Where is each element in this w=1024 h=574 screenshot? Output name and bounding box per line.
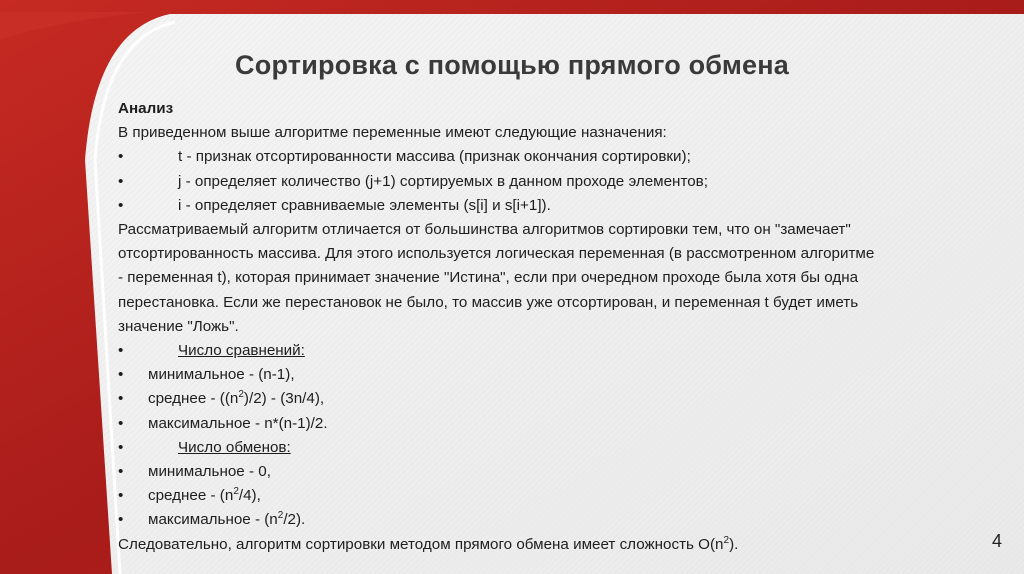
bullet: • [118,342,124,360]
list-item-text: среднее - $(n^2/4)$, [148,486,261,505]
list-item [118,387,998,411]
bullet: • [118,196,124,214]
list-item-text: максимальное - $(n^2/2)$. [148,510,306,529]
list-item-text: максимальное - n*(n-1)/2. [148,414,328,432]
list-item-text: t - признак отсортированности массива (признак окончания сортировки); [178,148,691,166]
exchanges-label: Число обменов: [178,438,291,456]
conclusion-line: Следовательно, алгоритм сортировки методом прямого обмена имеет сложность $O(n^2)$. [118,534,739,553]
exchanges-heading [118,436,998,460]
list-item-text: среднее - $((n^2)/2) - (3n/4)$, [148,389,325,408]
list-item-text: j - определяет количество (j+1) сортируемых в данном проходе элементов; [178,172,708,190]
list-item [118,412,998,436]
para-line: отсортированность массива. Для этого используется логическая переменная (в рассмотренном алгоритме [118,245,875,263]
list-item-text: i - определяет сравниваемые элементы (s[i] и s[i+1]). [178,196,551,214]
para-line: перестановка. Если же перестановок не было, то массив уже отсортирован, и переменная t будет иметь [118,293,859,311]
bullet: • [118,463,124,481]
para-line: Рассматриваемый алгоритм отличается от большинства алгоритмов сортировки тем, что он "замечает" [118,221,851,239]
intro-line: В приведенном выше алгоритме переменные имеют следующие назначения: [118,124,667,142]
bullet: • [118,511,124,529]
list-item-text: минимальное - 0, [148,463,271,481]
page-number: 4 [991,531,1002,551]
section-heading: Анализ [118,100,174,117]
list-item [118,170,998,194]
list-item [118,145,998,169]
bullet: • [118,172,124,190]
comparisons-label: Число сравнений: [178,342,305,360]
list-item [118,363,998,387]
bullet: • [118,414,124,432]
slide-title: Сортировка с помощью прямого обмена [235,50,789,80]
bullet: • [118,390,124,408]
para-line: значение "Ложь". [118,317,239,335]
list-item [118,484,998,508]
bullet: • [118,148,124,166]
bullet: • [118,487,124,505]
comparisons-heading [118,339,998,363]
slide-body [118,97,998,557]
list-item [118,460,998,484]
list-item-text: минимальное - (n-1), [148,366,295,384]
list-item [118,194,998,218]
para-line: - переменная t), которая принимает значение "Истина", если при очередном проходе была хотя бы одна [118,269,859,287]
bullet: • [118,366,124,384]
list-item [118,508,998,532]
bullet: • [118,438,124,456]
